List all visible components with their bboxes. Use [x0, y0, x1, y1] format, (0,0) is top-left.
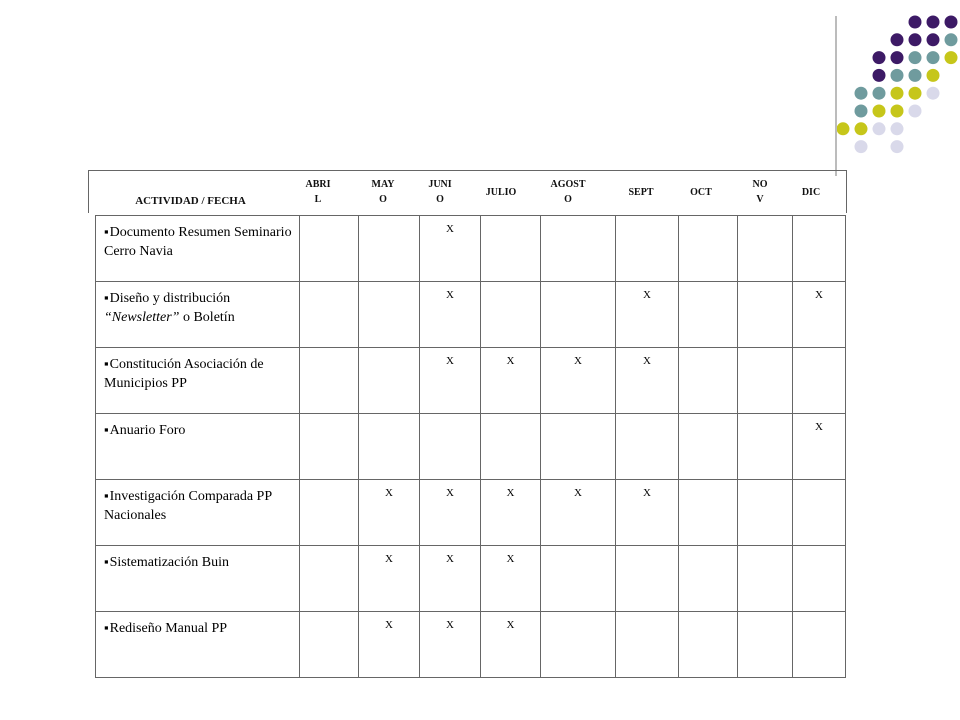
schedule-mark-cell: [359, 216, 420, 282]
activity-label-italic: “Newsletter”: [104, 310, 180, 325]
bullet-icon: ▪: [104, 620, 109, 635]
schedule-mark-cell: X: [481, 546, 541, 612]
schedule-mark-cell: [679, 216, 738, 282]
decorative-dot: [927, 87, 940, 100]
schedule-mark-cell: [300, 546, 359, 612]
activity-cell: [96, 216, 300, 282]
schedule-mark-cell: [541, 414, 616, 480]
activity-schedule-table: [95, 215, 846, 678]
schedule-mark-cell: [793, 348, 846, 414]
schedule-mark-cell: X: [359, 546, 420, 612]
decorative-dot: [837, 122, 850, 135]
bullet-icon: ▪: [104, 224, 109, 239]
schedule-mark-cell: [300, 282, 359, 348]
activity-label: Anuario Foro: [109, 423, 186, 438]
schedule-mark-cell: [359, 414, 420, 480]
activity-label: Rediseño Manual PP: [109, 621, 228, 636]
schedule-mark-cell: [541, 546, 616, 612]
decorative-dot: [909, 16, 922, 29]
decorative-dot: [909, 69, 922, 82]
decorative-dot: [873, 69, 886, 82]
schedule-mark-cell: [481, 414, 541, 480]
schedule-mark-cell: X: [420, 480, 481, 546]
header-month-abril: ABRI L: [305, 179, 331, 205]
schedule-mark-cell: X: [481, 480, 541, 546]
schedule-mark-cell: [738, 282, 793, 348]
decorative-dot: [873, 122, 886, 135]
decorative-dot: [927, 51, 940, 64]
header-month-nov: NO V: [752, 179, 768, 205]
header-activity-date: ACTIVIDAD / FECHA: [135, 195, 246, 207]
header-month-mayo: MAY O: [371, 179, 395, 205]
schedule-mark-cell: X: [481, 348, 541, 414]
bullet-icon: ▪: [104, 356, 109, 371]
schedule-mark-cell: [541, 282, 616, 348]
schedule-mark-cell: [420, 414, 481, 480]
header-month-dic: DIC: [801, 186, 821, 198]
schedule-mark-cell: [300, 216, 359, 282]
table-row: [96, 348, 846, 414]
schedule-mark-cell: [679, 546, 738, 612]
schedule-mark-cell: [679, 414, 738, 480]
schedule-mark-cell: [738, 480, 793, 546]
header-month-julio: JULIO: [485, 186, 517, 198]
schedule-mark-cell: [679, 348, 738, 414]
decorative-dot: [891, 33, 904, 46]
schedule-mark-cell: X: [541, 480, 616, 546]
schedule-mark-cell: [481, 216, 541, 282]
schedule-mark-cell: [541, 612, 616, 678]
decorative-dot: [891, 140, 904, 153]
decorative-dot-grid: [0, 0, 960, 180]
decorative-dot: [855, 105, 868, 118]
schedule-mark-cell: X: [616, 480, 679, 546]
schedule-mark-cell: [793, 546, 846, 612]
schedule-mark-cell: X: [420, 612, 481, 678]
schedule-mark-cell: [359, 348, 420, 414]
table-row: [96, 612, 846, 678]
decorative-dot: [945, 51, 958, 64]
activity-label: Constitución Asociación de Municipios PP: [104, 357, 264, 391]
schedule-mark-cell: X: [616, 348, 679, 414]
schedule-mark-cell: [738, 348, 793, 414]
schedule-mark-cell: [738, 546, 793, 612]
decorative-dot: [891, 122, 904, 135]
decorative-dot: [927, 16, 940, 29]
schedule-mark-cell: [616, 216, 679, 282]
decorative-dot: [909, 33, 922, 46]
schedule-mark-cell: X: [420, 282, 481, 348]
decorative-dot: [873, 87, 886, 100]
bullet-icon: ▪: [104, 422, 109, 437]
header-month-junio: JUNI O: [428, 179, 452, 205]
decorative-vertical-line: [835, 16, 837, 176]
schedule-mark-cell: [359, 282, 420, 348]
schedule-mark-cell: X: [359, 612, 420, 678]
schedule-mark-cell: [616, 612, 679, 678]
table-row: [96, 282, 846, 348]
schedule-mark-cell: [793, 480, 846, 546]
schedule-mark-cell: X: [420, 348, 481, 414]
activity-label: Investigación Comparada PP Nacionales: [104, 489, 272, 523]
schedule-mark-cell: X: [541, 348, 616, 414]
decorative-dot: [855, 87, 868, 100]
header-month-oct: OCT: [690, 186, 712, 198]
table-row: [96, 480, 846, 546]
decorative-dot: [945, 33, 958, 46]
decorative-dot: [909, 87, 922, 100]
schedule-mark-cell: [679, 282, 738, 348]
table-row: [96, 546, 846, 612]
schedule-mark-cell: [300, 612, 359, 678]
activity-label-tail: o Boletín: [179, 310, 235, 325]
schedule-mark-cell: [793, 216, 846, 282]
schedule-mark-cell: [616, 546, 679, 612]
schedule-mark-cell: [616, 414, 679, 480]
schedule-mark-cell: X: [793, 282, 846, 348]
schedule-mark-cell: [738, 216, 793, 282]
decorative-dot: [909, 51, 922, 64]
schedule-mark-cell: [793, 612, 846, 678]
decorative-dot: [891, 69, 904, 82]
schedule-mark-cell: X: [616, 282, 679, 348]
activity-label: Documento Resumen Seminario Cerro Navia: [104, 225, 292, 259]
decorative-dot: [873, 105, 886, 118]
activity-cell: [96, 348, 300, 414]
table-row: [96, 414, 846, 480]
schedule-mark-cell: [738, 414, 793, 480]
schedule-mark-cell: X: [420, 546, 481, 612]
bullet-icon: ▪: [104, 488, 109, 503]
schedule-mark-cell: [679, 612, 738, 678]
decorative-dot: [891, 51, 904, 64]
schedule-mark-cell: [300, 348, 359, 414]
decorative-dot: [945, 16, 958, 29]
activity-cell: [96, 612, 300, 678]
schedule-mark-cell: [541, 216, 616, 282]
schedule-mark-cell: [300, 480, 359, 546]
schedule-mark-cell: X: [359, 480, 420, 546]
activity-cell: [96, 546, 300, 612]
activity-label: Diseño y distribución: [109, 291, 231, 306]
bullet-icon: ▪: [104, 554, 109, 569]
decorative-dot: [909, 105, 922, 118]
activity-cell: [96, 480, 300, 546]
table-row: [96, 216, 846, 282]
schedule-mark-cell: [679, 480, 738, 546]
decorative-dot: [891, 105, 904, 118]
schedule-mark-cell: X: [420, 216, 481, 282]
decorative-dot: [855, 122, 868, 135]
decorative-dot: [855, 140, 868, 153]
header-month-agosto: AGOST O: [550, 179, 586, 205]
activity-cell: [96, 414, 300, 480]
schedule-mark-cell: [738, 612, 793, 678]
decorative-dot: [891, 87, 904, 100]
header-month-sept: SEPT: [628, 186, 654, 198]
activity-cell: [96, 282, 300, 348]
schedule-mark-cell: X: [793, 414, 846, 480]
decorative-dot: [927, 33, 940, 46]
decorative-dot: [873, 51, 886, 64]
schedule-mark-cell: [300, 414, 359, 480]
schedule-header: [88, 170, 847, 213]
schedule-mark-cell: X: [481, 612, 541, 678]
bullet-icon: ▪: [104, 290, 109, 305]
activity-label: Sistematización Buin: [109, 555, 229, 570]
schedule-mark-cell: [481, 282, 541, 348]
decorative-dot: [927, 69, 940, 82]
